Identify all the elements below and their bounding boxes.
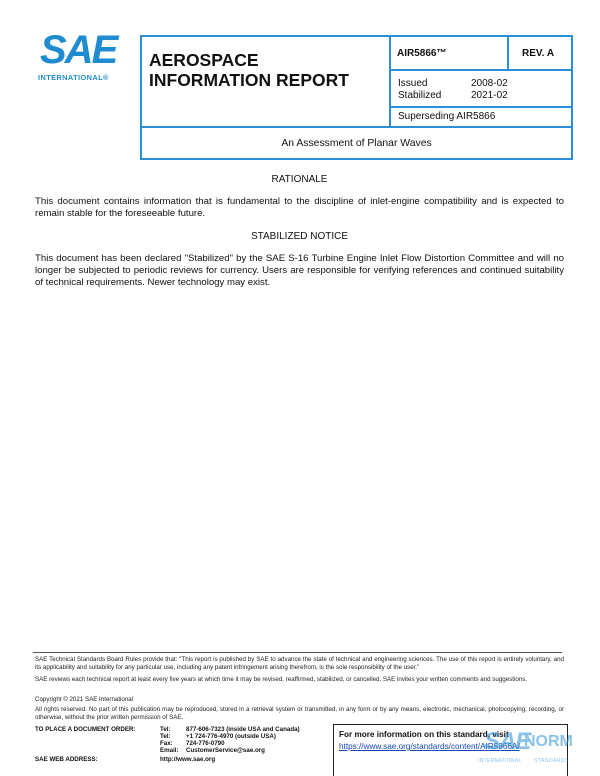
watermark-left: INTERNATIONAL	[478, 758, 522, 764]
rationale-text: This document contains information that is fundamental to the discipline of inlet-engine compatibility and is expected to remain stable for the foreseeable future.	[35, 196, 564, 219]
report-type-line1: AEROSPACE	[149, 50, 259, 70]
footer-divider	[33, 652, 562, 653]
sae-logo	[38, 28, 122, 84]
issued-date: 2008-02	[471, 78, 508, 89]
header-divider-title	[140, 126, 573, 128]
contact-value: 877-606-7323 (inside USA and Canada)	[186, 726, 300, 733]
stabilized-heading: STABILIZED NOTICE	[250, 231, 349, 242]
stabilized-label: Stabilized	[398, 90, 442, 101]
rationale-heading: RATIONALE	[271, 174, 328, 185]
header-divider-vertical	[389, 35, 391, 128]
copyright: Copyright © 2021 SAE International	[35, 696, 134, 703]
superseding: Superseding AIR5866	[398, 111, 496, 122]
watermark-name: NORM	[524, 733, 573, 750]
sae-norm-watermark	[478, 728, 596, 774]
contact-label: Tel:	[160, 733, 171, 740]
contact-email[interactable]: CustomerService@sae.org	[186, 747, 265, 754]
header-divider-docnum	[389, 69, 573, 71]
revision: REV. A	[522, 48, 555, 59]
logo-subtitle: INTERNATIONAL®	[38, 73, 109, 82]
report-type-line2: INFORMATION REPORT	[149, 70, 349, 90]
stabilized-date: 2021-02	[471, 90, 508, 101]
more-info-title: For more information on this standard, visit	[339, 730, 509, 739]
web-address-link[interactable]: http://www.sae.org	[160, 756, 216, 763]
web-label: SAE WEB ADDRESS:	[35, 756, 98, 763]
contact-label: Tel:	[160, 726, 171, 733]
contact-label: Fax:	[160, 740, 173, 747]
logo-mark: SAE	[40, 28, 117, 72]
contact-value: +1 724-776-4970 (outside USA)	[186, 733, 276, 740]
watermark-right: STANDARDS	[534, 758, 569, 764]
contact-value: 724-776-0790	[186, 740, 225, 747]
contact-label: Email:	[160, 747, 179, 754]
document-title: An Assessment of Planar Waves	[281, 138, 432, 149]
header-divider-superseding	[389, 106, 573, 108]
more-info-link[interactable]: https://www.sae.org/standards/content/AIR5866A/	[339, 742, 520, 751]
rights-notice: All rights reserved. No part of this publication may be reproduced, stored in a retrieval system or transmitted, in any form or by any means, electronic, mechanical, photocopying, recording, or otherwise, without the prior written permission of SAE.	[35, 706, 564, 721]
header-divider-rev	[507, 35, 509, 71]
review-policy: SAE reviews each technical report at least every five years at which time it may be revised, reaffirmed, stabilized, or cancelled. SAE invites your written comments and suggestions.	[35, 676, 528, 683]
board-rules: SAE Technical Standards Board Rules provide that: "This report is published by SAE to advance the state of technical and engineering sciences. The use of this report is entirely voluntary, and its applicability and suitability for any particular use, including any patent infringement arising therefrom, is the sole responsibility of the user."	[35, 656, 564, 671]
stabilized-text: This document has been declared "Stabilized" by the SAE S-16 Turbine Engine Inlet Flow Distortion Committee and will no longer be subjected to periodic reviews for currency. Users are responsible for verifying references and continued suitability of technical requirements. Newer technology may exist.	[35, 253, 564, 288]
doc-number: AIR5866™	[397, 48, 447, 59]
issued-label: Issued	[398, 78, 428, 89]
watermark-brand: SAE	[484, 728, 531, 755]
order-label: TO PLACE A DOCUMENT ORDER:	[35, 726, 136, 733]
